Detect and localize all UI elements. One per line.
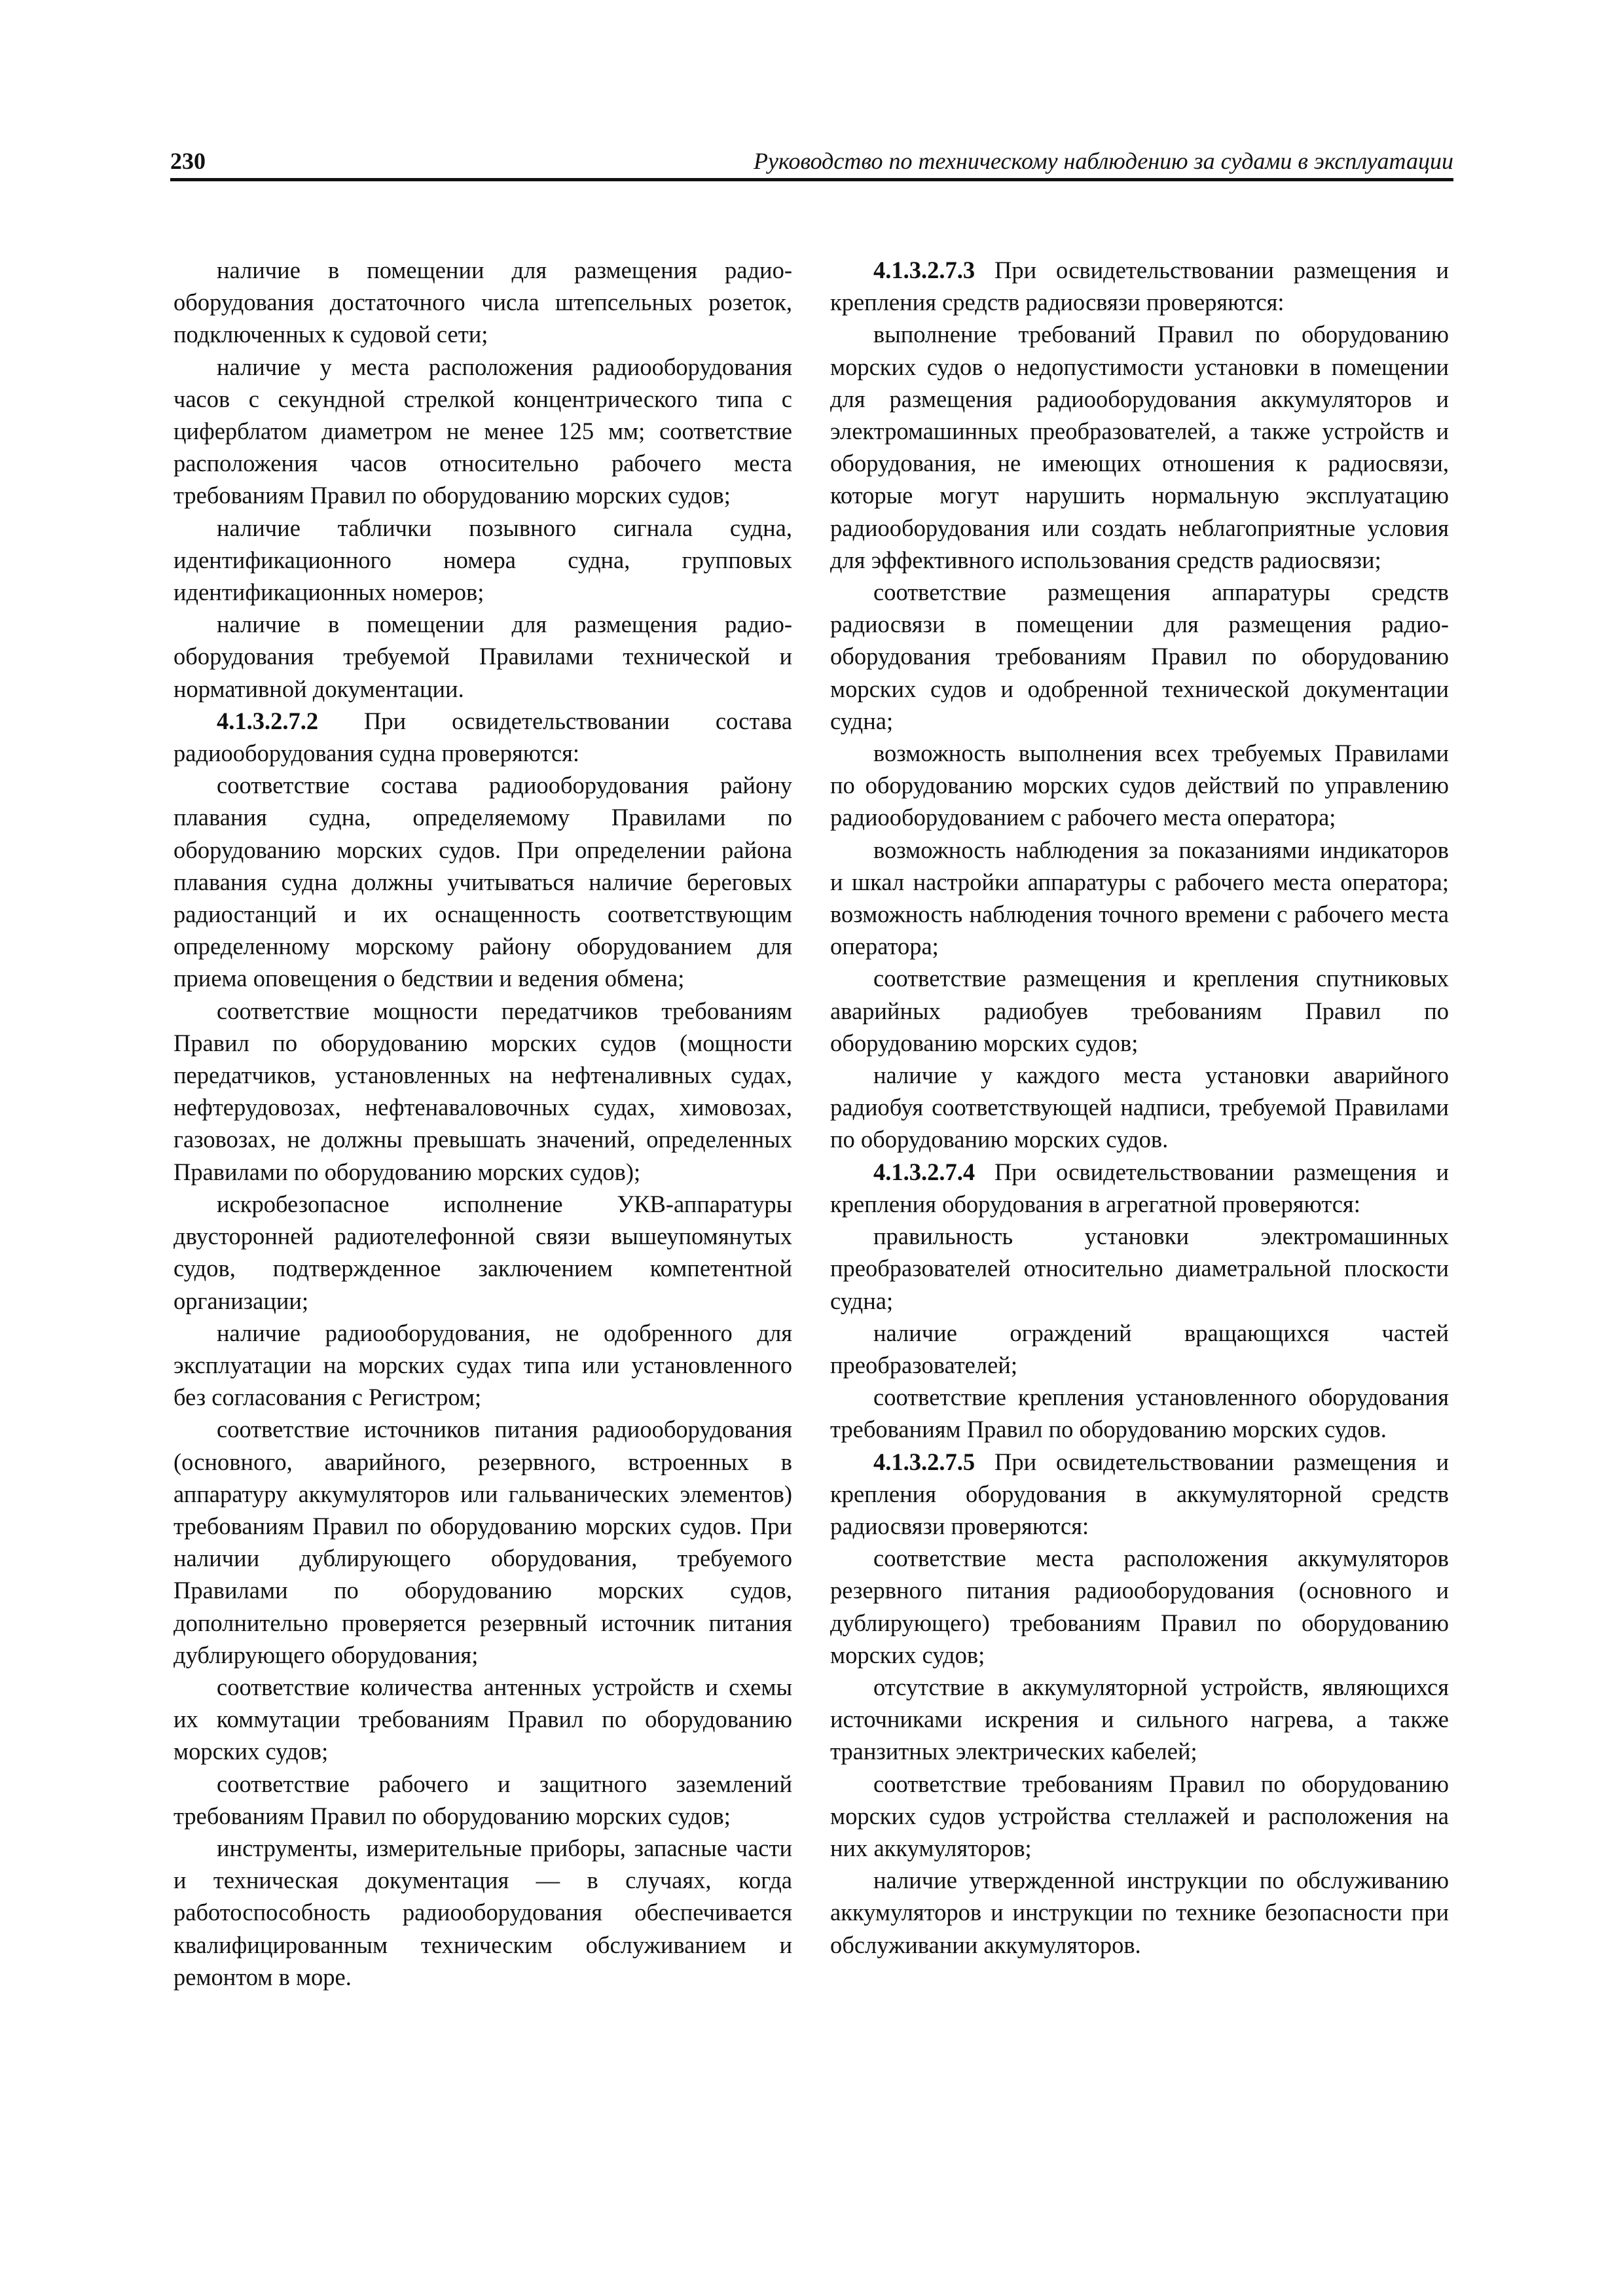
paragraph: наличие радиооборудования, не одобренного для эксплуатации на морских судах типа или установленного без согласования с Регистром; (173, 1319, 792, 1411)
paragraph: искробезопасное исполнение УКВ-аппаратуры двусторонней радиотелефонной связи вышеупомянутых судов, подтвержденное заключением компетентной организации; (173, 1190, 792, 1314)
section-number: 4.1.3.2.7.2 (217, 707, 319, 734)
section-paragraph: 4.1.3.2.7.3 При освидетельствовании размещения и крепления средств радиосвязи проверяются: (830, 257, 1449, 316)
paragraph: соответствие крепления установленного оборудования требованиям Правил по оборудованию морских судов. (830, 1384, 1449, 1443)
section-paragraph: 4.1.3.2.7.2 При освидетельствовании состава радиооборудования судна проверяются: (173, 707, 792, 767)
left-column (173, 254, 792, 1993)
paragraph: наличие утвержденной инструкции по обслуживанию аккумуляторов и инструкции по технике безопасности при обслуживании аккумуляторов. (830, 1867, 1449, 1958)
paragraph: наличие у каждого места установки аварийного радиобуя соответствующей надписи, требуемой Правилами по оборудованию морских судов. (830, 1062, 1449, 1153)
paragraph: наличие таблички позывного сигнала судна, идентификационного номера судна, групповых идентификационных номеров; (173, 514, 792, 606)
paragraph: соответствие места расположения аккумуляторов резервного питания радиооборудования (основного и дублирующего) требованиям Правил по оборудованию морских судов; (830, 1545, 1449, 1668)
section-paragraph: 4.1.3.2.7.4 При освидетельствовании размещения и крепления оборудования в агрегатной проверяются: (830, 1158, 1449, 1217)
page-number: 230 (170, 148, 206, 174)
paragraph: наличие в помещении для размещения радио-оборудования достаточного числа штепсельных розеток, подключенных к судовой сети; (173, 257, 792, 348)
paragraph: соответствие состава радиооборудования району плавания судна, определяемому Правилами по оборудованию морских судов. При определении района плавания судна должны учитываться наличие береговых радиостанций и их оснащенность соответствующим определенному морскому району оборудованием для приема оповещения о бедствии и ведения обмена; (173, 772, 792, 992)
running-title: Руководство по техническому наблюдению за судами в эксплуатации (754, 148, 1453, 174)
paragraph: наличие у места расположения радиооборудования часов с секундной стрелкой концентрического типа с циферблатом диаметром не менее 125 мм; соответствие расположения часов относительно рабочего места требованиям Правил по оборудованию морских судов; (173, 353, 792, 509)
paragraph: наличие ограждений вращающихся частей преобразователей; (830, 1319, 1449, 1378)
section-number: 4.1.3.2.7.4 (873, 1158, 976, 1185)
section-number: 4.1.3.2.7.5 (873, 1448, 976, 1475)
paragraph: правильность установки электромашинных преобразователей относительно диаметральной плоскости судна; (830, 1223, 1449, 1314)
paragraph: наличие в помещении для размещения радио-оборудования требуемой Правилами технической и нормативной документации. (173, 611, 792, 702)
paragraph: соответствие размещения аппаратуры средств радиосвязи в помещении для размещения радио-оборудования требованиям Правил по оборудованию морских судов и одобренной технической документации судна; (830, 579, 1449, 734)
section-paragraph: 4.1.3.2.7.5 При освидетельствовании размещения и крепления оборудования в аккумуляторной средств радиосвязи проверяются: (830, 1448, 1449, 1539)
paragraph: возможность выполнения всех требуемых Правилами по оборудованию морских судов действий по управлению радиооборудованием с рабочего места оператора; (830, 740, 1449, 831)
paragraph: соответствие количества антенных устройств и схемы их коммутации требованиям Правил по оборудованию морских судов; (173, 1673, 792, 1765)
paragraph: соответствие размещения и крепления спутниковых аварийных радиобуев требованиям Правил по оборудованию морских судов; (830, 965, 1449, 1056)
paragraph: возможность наблюдения за показаниями индикаторов и шкал настройки аппаратуры с рабочего места оператора; возможность наблюдения точного времени с рабочего места оператора; (830, 836, 1449, 960)
paragraph: соответствие мощности передатчиков требованиям Правил по оборудованию морских судов (мощности передатчиков, установленных на нефтеналивных судах, нефтерудовозах, нефтенаваловочных судах, химовозах, газовозах, не должны превышать значений, определенных Правилами по оборудованию морских судов); (173, 997, 792, 1185)
paragraph: соответствие требованиям Правил по оборудованию морских судов устройства стеллажей и расположения на них аккумуляторов; (830, 1770, 1449, 1861)
paragraph: выполнение требований Правил по оборудованию морских судов о недопустимости установки в помещении для размещения радиооборудования аккумуляторов и электромашинных преобразователей, а также устройств и оборудования, не имеющих отношения к радиосвязи, которые могут нарушить нормальную эксплуатацию радиооборудования или создать неблагоприятные условия для эффективного использования средств радиосвязи; (830, 321, 1449, 573)
right-column (830, 254, 1449, 1961)
paragraph: соответствие источников питания радиооборудования (основного, аварийного, резервного, встроенных в аппаратуру аккумуляторов или гальванических элементов) требованиям Правил по оборудованию морских судов. При наличии дублирующего оборудования, требуемого Правилами по оборудованию морских судов, дополнительно проверяется резервный источник питания дублирующего оборудования; (173, 1416, 792, 1668)
paragraph: отсутствие в аккумуляторной устройств, являющихся источниками искрения и сильного нагрева, а также транзитных электрических кабелей; (830, 1673, 1449, 1765)
section-number: 4.1.3.2.7.3 (873, 257, 976, 283)
paragraph: инструменты, измерительные приборы, запасные части и техническая документация — в случаях, когда работоспособность радиооборудования обеспечивается квалифицированным техническим обслуживанием и ремонтом в море. (173, 1834, 792, 1990)
paragraph: соответствие рабочего и защитного заземлений требованиям Правил по оборудованию морских судов; (173, 1770, 792, 1829)
page-header (170, 147, 1453, 180)
header-rule (170, 178, 1453, 181)
